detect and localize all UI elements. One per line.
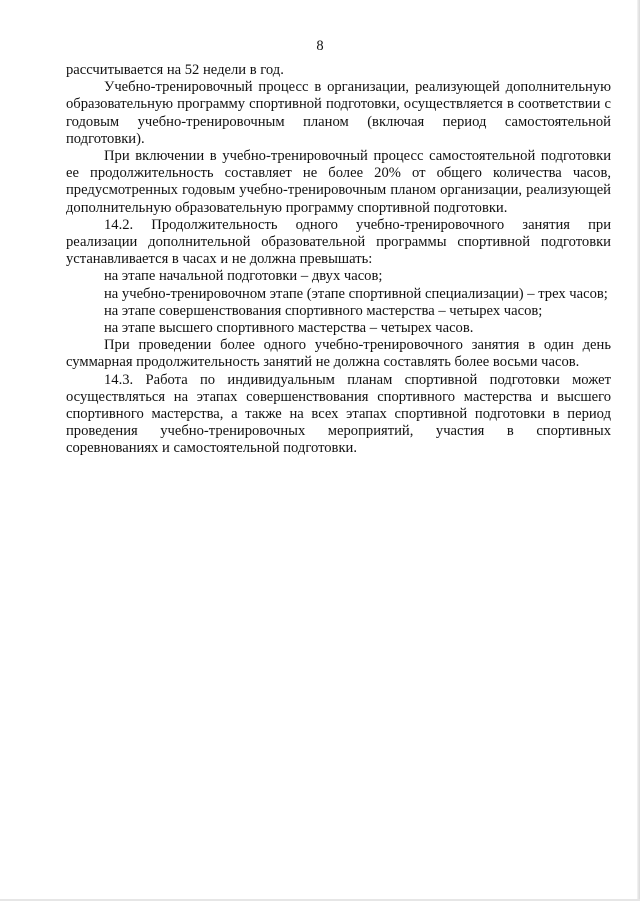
page-number: 8 <box>316 38 324 54</box>
paragraph-section-14-3: 14.3. Работа по индивидуальным планам спортивной подготовки может осуществляться на этапах совершенствования спортивного мастерства и высшего спортивного мастерства, а также на всех этапах спортивной подготовки в период проведения учебно-тренировочных мероприятий, участия в спортивных соревнованиях и самостоятельной подготовки. <box>66 371 611 457</box>
paragraph-training-process: Учебно-тренировочный процесс в организации, реализующей дополнительную образовательную программу спортивной подготовки, осуществляется в соответствии с годовым учебно-тренировочным планом (включая период самостоятельной подготовки). <box>66 79 611 147</box>
list-item-higher-mastery-stage: на этапе высшего спортивного мастерства – четырех часов. <box>104 320 474 337</box>
document-body <box>66 62 611 458</box>
paragraph-section-14-2: 14.2. Продолжительность одного учебно-тренировочного занятия при реализации дополнительной образовательной программы спортивной подготовки устанавливается в часах и не должна превышать: <box>66 216 611 268</box>
paragraph-continuation: рассчитывается на 52 недели в год. <box>66 62 284 78</box>
paragraph-self-preparation: При включении в учебно-тренировочный процесс самостоятельной подготовки ее продолжительность составляет не более 20% от общего количества часов, предусмотренных годовым учебно-тренировочным планом организации, реализующей дополнительную образовательную программу спортивной подготовки. <box>66 148 611 216</box>
list-item-improvement-stage: на этапе совершенствования спортивного мастерства – четырех часов; <box>104 302 543 319</box>
paragraph-daily-limit: При проведении более одного учебно-тренировочного занятия в один день суммарная продолжительность занятий не должна составлять более восьми часов. <box>66 337 611 371</box>
list-item-training-stage: на учебно-тренировочном этапе (этапе спортивной специализации) – трех часов; <box>104 285 608 302</box>
list-item-initial-stage: на этапе начальной подготовки – двух часов; <box>104 268 383 285</box>
